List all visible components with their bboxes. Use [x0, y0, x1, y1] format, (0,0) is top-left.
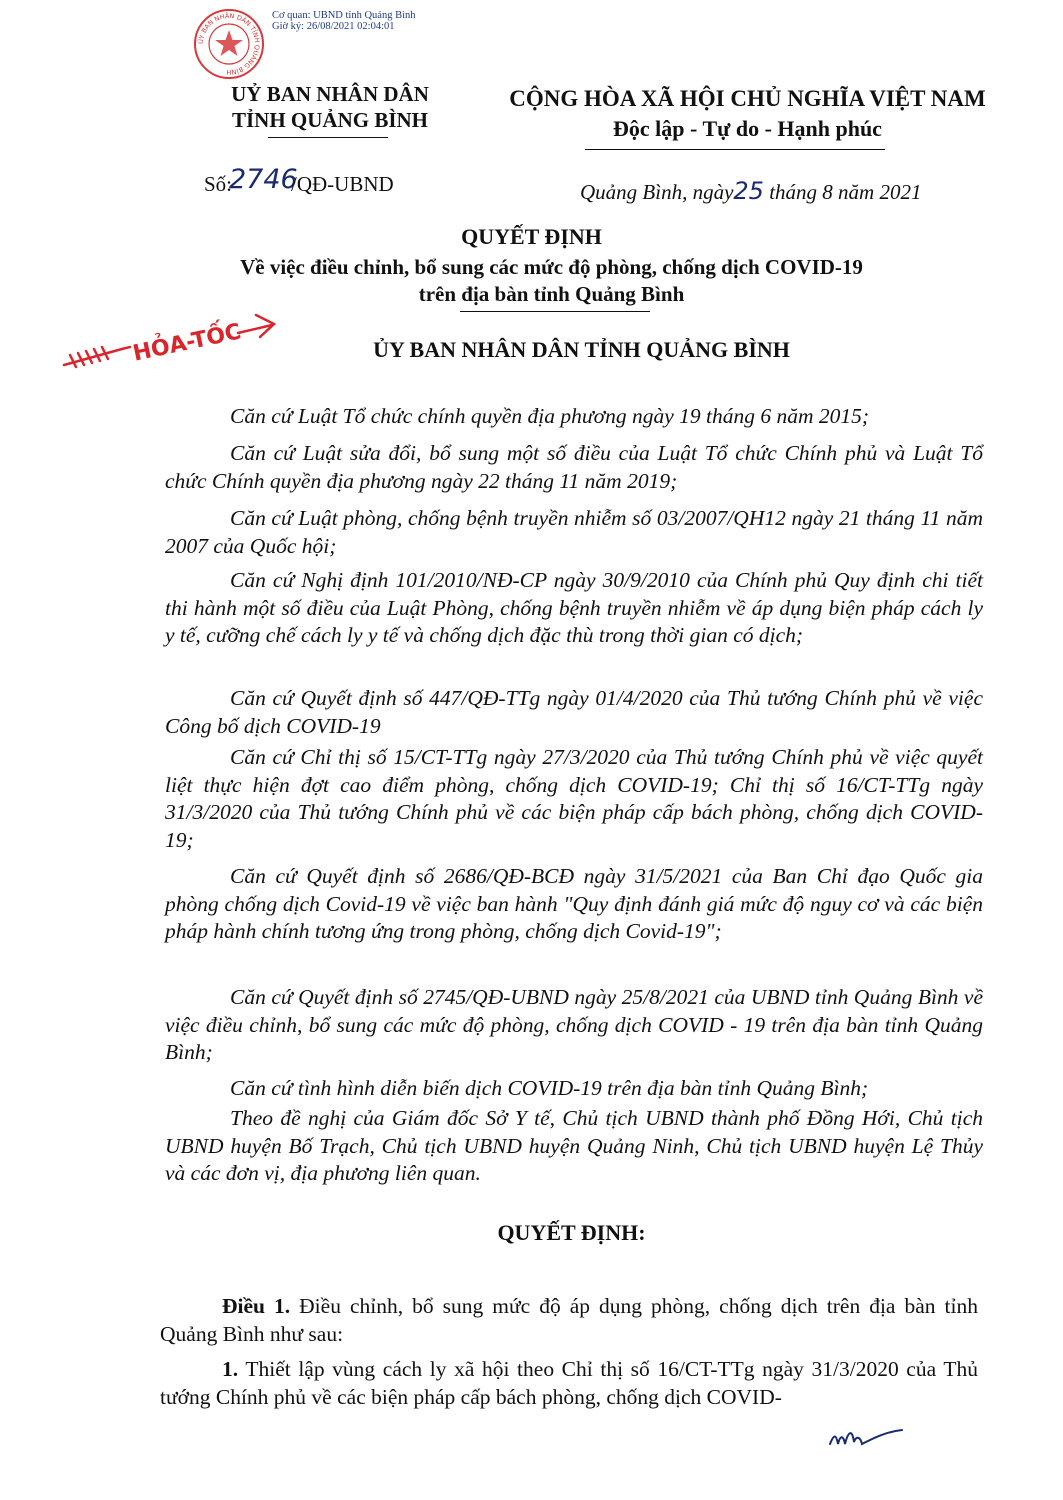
- place-date-prefix: Quảng Bình, ngày: [580, 180, 734, 204]
- legal-basis-item: Theo đề nghị của Giám đốc Sở Y tế, Chủ tịch UBND thành phố Đồng Hới, Chủ tịch UBND huyện Bố Trạch, Chủ tịch UBND huyện Quảng Ninh, Chủ tịch UBND huyện Lệ Thủy và các đơn vị, địa phương liên quan.: [165, 1106, 983, 1185]
- national-title: CỘNG HÒA XÃ HỘI CHỦ NGHĨA VIỆT NAM: [509, 86, 986, 111]
- legal-basis-item: Căn cứ Quyết định số 2686/QĐ-BCĐ ngày 31/5/2021 của Ban Chỉ đạo Quốc gia phòng chống dịch Covid-19 về việc ban hành "Quy định đánh giá mức độ nguy cơ và các biện pháp hành chính tương ứng trong phòng, chống dịch Covid-19";: [165, 864, 983, 943]
- legal-basis-item: Căn cứ tình hình diễn biến dịch COVID-19 trên địa bàn tỉnh Quảng Bình;: [230, 1076, 869, 1100]
- signature-seal: [193, 8, 265, 80]
- signature-organization: Cơ quan: UBND tỉnh Quảng Bình: [272, 10, 416, 21]
- legal-basis-item: Căn cứ Luật Tổ chức chính quyền địa phương ngày 19 tháng 6 năm 2015;: [230, 404, 870, 428]
- document-number-suffix: /QĐ-UBND: [291, 172, 394, 196]
- national-motto: Độc lập - Tự do - Hạnh phúc: [613, 116, 882, 141]
- document-subject-line1: Về việc điều chỉnh, bổ sung các mức độ phòng, chống dịch COVID-19: [240, 255, 863, 279]
- issuing-org-line1: UỶ BAN NHÂN DÂN: [231, 82, 429, 106]
- seal-text: ỦY BAN NHÂN DÂN TỈNH QUẢNG BÌNH: [196, 11, 262, 77]
- place-date-suffix: tháng 8 năm 2021: [769, 180, 922, 204]
- handwritten-initials: [826, 1422, 906, 1452]
- decision-heading: QUYẾT ĐỊNH:: [497, 1220, 646, 1245]
- article-1: [160, 1293, 978, 1348]
- issuing-org-line2: TỈNH QUẢNG BÌNH: [231, 108, 429, 132]
- clause-1-label: 1.: [222, 1357, 239, 1381]
- signature-time: Giờ ký: 26/08/2021 02:04:01: [272, 21, 395, 32]
- document-number-handwritten: 2746: [229, 164, 298, 195]
- document-title: QUYẾT ĐỊNH: [461, 224, 602, 249]
- document-number-label: Số:: [204, 172, 233, 196]
- article-1-text: Điều chỉnh, bổ sung mức độ áp dụng phòng, chống dịch trên địa bàn tỉnh Quảng Bình như sau:: [160, 1294, 978, 1346]
- subject-underline: [460, 311, 650, 312]
- clause-1-text: Thiết lập vùng cách ly xã hội theo Chỉ thị số 16/CT-TTg ngày 31/3/2020 của Thủ tướng Chính phủ về các biện pháp cấp bách phòng, chống dịch COVID-: [160, 1357, 978, 1409]
- place-date-day: 25: [733, 177, 764, 205]
- issuing-authority: ỦY BAN NHÂN DÂN TỈNH QUẢNG BÌNH: [373, 337, 790, 362]
- article-1-label: Điều 1.: [222, 1294, 291, 1318]
- motto-underline: [585, 149, 885, 150]
- urgent-stamp-text: HỎA-TỐC: [130, 319, 244, 367]
- legal-basis-item: Căn cứ Luật sửa đổi, bổ sung một số điều của Luật Tổ chức Chính phủ và Luật Tổ chức Chính quyền địa phương ngày 22 tháng 11 năm 2019;: [165, 441, 983, 493]
- legal-basis-item: Căn cứ Nghị định 101/2010/NĐ-CP ngày 30/9/2010 của Chính phủ Quy định chi tiết thi hành một số điều của Luật Phòng, chống bệnh truyền nhiễm về áp dụng biện pháp cách ly y tế, cưỡng chế cách ly y tế và chống dịch đặc thù trong thời gian có dịch;: [165, 568, 983, 647]
- clause-1: [160, 1356, 978, 1411]
- legal-basis-item: Căn cứ Quyết định số 2745/QĐ-UBND ngày 25/8/2021 của UBND tỉnh Quảng Bình về việc điều chỉnh, bổ sung các mức độ phòng, chống dịch COVID - 19 trên địa bàn tỉnh Quảng Bình;: [165, 985, 983, 1064]
- legal-basis-item: Căn cứ Quyết định số 447/QĐ-TTg ngày 01/4/2020 của Thủ tướng Chính phủ về việc Công bố dịch COVID-19: [165, 686, 983, 738]
- legal-basis-item: Căn cứ Chỉ thị số 15/CT-TTg ngày 27/3/2020 của Thủ tướng Chính phủ về việc quyết liệt thực hiện đợt cao điểm phòng, chống dịch COVID-19; Chỉ thị số 16/CT-TTg ngày 31/3/2020 của Thủ tướng Chính phủ về các biện pháp cấp bách phòng, chống dịch COVID-19;: [165, 745, 983, 852]
- place-and-date: [580, 177, 921, 205]
- legal-basis-item: Căn cứ Luật phòng, chống bệnh truyền nhiễm số 03/2007/QH12 ngày 21 tháng 11 năm 2007 của Quốc hội;: [165, 506, 983, 558]
- document-subject-line2: trên địa bàn tỉnh Quảng Bình: [418, 282, 685, 306]
- org-underline: [268, 137, 388, 138]
